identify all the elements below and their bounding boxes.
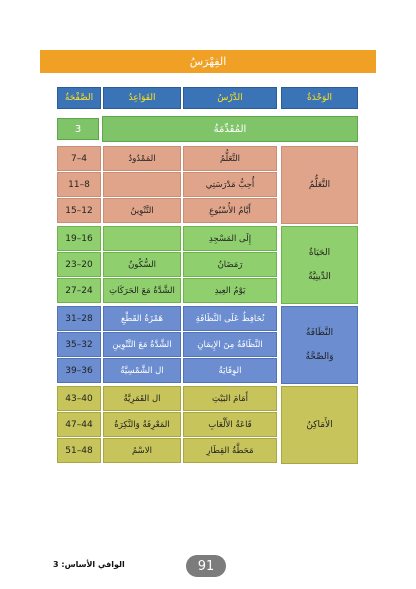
lesson-cell: قَاعَةُ الأَلْعَابِ [183,412,277,437]
lesson-cell: أَمَامَ البَيْتِ [183,386,277,411]
lesson-cell: أَيَّامُ الأُسْبُوعِ [183,198,277,223]
unit-learning [281,146,358,224]
rule-cell: الشَّدَّةُ مَعَ الحَرَكَاتِ [103,278,181,303]
rule-cell: التَّنْوِينُ [103,198,181,223]
rule-cell: المَمْدُودُ [103,146,181,171]
unit-hygiene-health [281,306,358,384]
lesson-cell: الوِقَايَةُ [183,358,277,383]
index-title: الفِهْرَسُ [40,50,376,73]
rule-cell: هَمْزَةُ القَطْعِ [103,306,181,331]
lesson-cell: رَمَضَانُ [183,252,277,277]
page-cell: 11–8 [57,172,101,197]
page-cell: 7–4 [57,146,101,171]
lesson-cell: مَحَطَّةُ القِطَارِ [183,438,277,463]
intro-label: المُقَدِّمَةُ [102,116,358,142]
lesson-cell: إِلَى المَسْجِدِ [183,226,277,251]
rule-cell: الاسْمُ [103,438,181,463]
page-cell: 15–12 [57,198,101,223]
header-lesson: الدَّرْسُ [183,87,277,109]
unit-name-line: الدِّينِيَّةُ [308,272,331,282]
header-page: الصَّفْحَةُ [57,87,101,109]
page-cell: 31–28 [57,306,101,331]
page-cell: 51–48 [57,438,101,463]
page-cell: 43–40 [57,386,101,411]
rule-cell [103,172,181,197]
page-cell: 47–44 [57,412,101,437]
header-unit: الوَحْدَةُ [281,87,358,109]
rule-cell: المَعْرِفَةُ وَالنَّكِرَةُ [103,412,181,437]
page-cell: 19–16 [57,226,101,251]
lesson-cell: نُحَافِظُ عَلَى النَّظَافَةِ [183,306,277,331]
page-cell: 35–32 [57,332,101,357]
unit-name: التَّعَلُّمُ [308,180,331,190]
page-number: 91 [186,555,226,577]
rule-cell: ال الشَّمْسِيَّةُ [103,358,181,383]
intro-page: 3 [57,118,99,140]
rule-cell: ال القَمَرِيَّةُ [103,386,181,411]
rule-cell: الشَّدَّةُ مَعَ التَّنْوِينِ [103,332,181,357]
rule-cell [103,226,181,251]
unit-name-line: النَّظَافَةُ [305,328,334,338]
lesson-cell: أُحِبُّ مَدْرَسَتِي [183,172,277,197]
unit-name: الأَمَاكِنُ [306,420,333,430]
page-cell: 27–24 [57,278,101,303]
unit-name-line: الحَيَاةُ [308,248,331,258]
book-title-footer: الوافي الأساس: 3 [53,560,125,569]
header-rules: القَوَاعِدُ [103,87,181,109]
rule-cell: السُّكُونُ [103,252,181,277]
lesson-cell: التَّعَلُّمُ [183,146,277,171]
page-cell: 23–20 [57,252,101,277]
lesson-cell: يَوْمُ العِيدِ [183,278,277,303]
page-cell: 39–36 [57,358,101,383]
unit-name-line: وَالصِّحَّةُ [305,352,334,362]
unit-places [281,386,358,464]
lesson-cell: النَّظَافَةُ مِنَ الإِيمَانِ [183,332,277,357]
unit-religious-life [281,226,358,304]
